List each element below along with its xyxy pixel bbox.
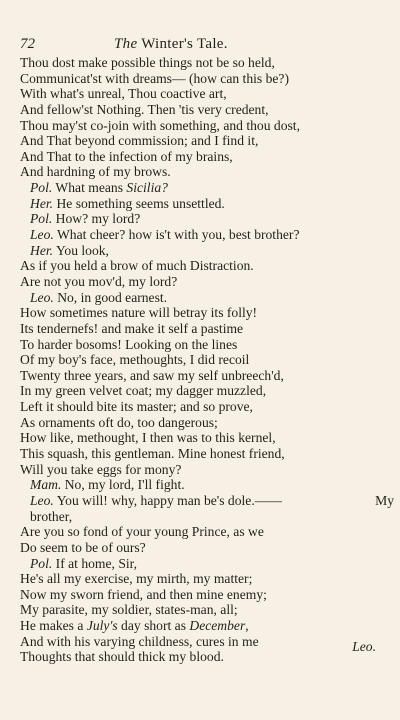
line-segment: day short as bbox=[117, 618, 190, 634]
play-text bbox=[20, 55, 394, 665]
verse-line: And fellow'st Nothing. Then 'tis very credent, bbox=[20, 101, 269, 117]
verse-line: Are not you mov'd, my lord? bbox=[20, 273, 178, 289]
verse-line: Now my sworn friend, and then mine enemy; bbox=[20, 586, 267, 602]
speech-text: You will! why, happy man be's dole.—— bbox=[53, 492, 282, 508]
speaker-name: Pol. bbox=[30, 180, 53, 196]
verse-line: How like, methought, I then was to this kernel, bbox=[20, 430, 276, 446]
verse-line bbox=[20, 492, 394, 509]
verse-line: As if you held a brow of much Distraction. bbox=[20, 258, 254, 274]
speech-text: If at home, Sir, bbox=[52, 555, 138, 571]
verse-line: Its tendernefs! and make it self a pastime bbox=[20, 320, 244, 336]
speaker-name: Pol. bbox=[30, 555, 53, 571]
verse-line: Of my boy's face, methoughts, I did recoil bbox=[20, 352, 250, 368]
verse-line: Thoughts that should thick my blood. bbox=[20, 649, 224, 665]
verse-line: Do seem to be of ours? bbox=[20, 539, 146, 555]
verse-line: brother, bbox=[30, 508, 73, 524]
verse-line: Thou dost make possible things not be so held, bbox=[20, 55, 275, 70]
speaker-name: Leo. bbox=[30, 492, 54, 508]
turnover-word: My bbox=[375, 492, 394, 508]
verse-line bbox=[20, 227, 390, 243]
verse-line: He's all my exercise, my mirth, my matter; bbox=[20, 571, 253, 587]
verse-line: My parasite, my soldier, states-man, all; bbox=[20, 602, 238, 618]
verse-line: Communicat'st with dreams— (how can this be?) bbox=[20, 70, 289, 86]
verse-line: To harder bosoms! Looking on the lines bbox=[20, 336, 238, 352]
verse-line bbox=[20, 477, 390, 493]
speech-text: What cheer? how is't with you, best brother? bbox=[53, 227, 300, 243]
speech-text: He something seems unsettled. bbox=[53, 195, 225, 211]
speech-text: No, in good earnest. bbox=[53, 289, 168, 305]
page-number: 72 bbox=[20, 36, 35, 52]
speaker-name: Her. bbox=[30, 242, 54, 258]
verse-line: Are you so fond of your young Prince, as we bbox=[20, 524, 264, 540]
speech-text: How? my lord? bbox=[52, 211, 141, 227]
verse-line: With what's unreal, Thou coactive art, bbox=[20, 86, 227, 102]
running-title bbox=[114, 36, 228, 53]
verse-line: As ornaments oft do, too dangerous; bbox=[20, 414, 218, 430]
verse-line: And That to the infection of my brains, bbox=[20, 148, 233, 164]
verse-line: And with his varying childness, cures in me bbox=[20, 633, 259, 649]
verse-line: And That beyond commission; and I find it, bbox=[20, 133, 259, 149]
running-title-rest: Winter's Tale. bbox=[141, 36, 228, 52]
verse-line: Left it should bite its master; and so prove, bbox=[20, 399, 253, 415]
speaker-name: Pol. bbox=[30, 211, 53, 227]
emphasis-text: Sicilia? bbox=[126, 180, 168, 196]
running-title-the: The bbox=[114, 36, 138, 52]
catchword: Leo. bbox=[352, 639, 376, 654]
verse-line bbox=[20, 196, 390, 212]
line-segment: He makes a bbox=[20, 618, 87, 634]
line-segment: December bbox=[189, 618, 246, 634]
line-segment: July's bbox=[86, 618, 118, 634]
verse-line bbox=[20, 243, 390, 259]
page-header bbox=[20, 36, 386, 56]
verse-line: Twenty three years, and saw my self unbreech'd, bbox=[20, 367, 284, 383]
speaker-name: Her. bbox=[30, 195, 54, 211]
speaker-name: Leo. bbox=[30, 227, 54, 243]
line-segment: , bbox=[245, 618, 249, 634]
speaker-name: Mam. bbox=[30, 477, 62, 493]
verse-line: Thou may'st co-join with something, and thou dost, bbox=[20, 117, 300, 133]
verse-line: And hardning of my brows. bbox=[20, 164, 171, 180]
verse-line bbox=[20, 290, 390, 306]
verse-line: Will you take eggs for mony? bbox=[20, 461, 182, 477]
verse-line bbox=[20, 180, 390, 196]
speaker-name: Leo. bbox=[30, 289, 54, 305]
verse-line: How sometimes nature will betray its folly! bbox=[20, 305, 258, 321]
verse-line bbox=[20, 211, 390, 227]
verse-line: This squash, this gentleman. Mine honest friend, bbox=[20, 446, 285, 462]
verse-line bbox=[20, 618, 390, 634]
speech-text: No, my lord, I'll fight. bbox=[61, 477, 185, 493]
verse-line: In my green velvet coat; my dagger muzzled, bbox=[20, 383, 267, 399]
speech-text: What means bbox=[52, 180, 127, 196]
verse-line bbox=[20, 556, 390, 572]
speech-text: You look, bbox=[53, 242, 109, 258]
